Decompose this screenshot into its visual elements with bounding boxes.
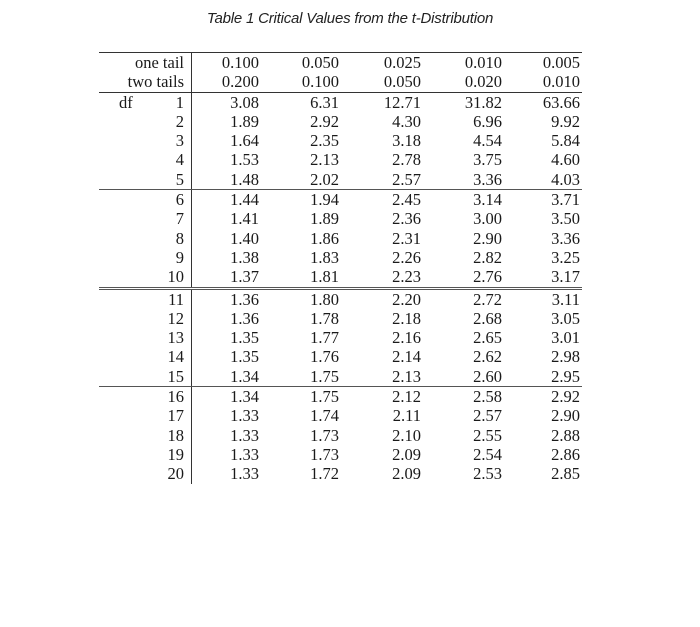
header-cell: 0.020 — [423, 72, 504, 92]
value-cell: 1.77 — [310, 328, 339, 348]
value-cell: 2.88 — [551, 425, 580, 445]
df-cell: 12 — [99, 309, 192, 328]
value-cell: 31.82 — [464, 92, 502, 112]
value-cell: 2.90 — [551, 406, 580, 426]
value-cell: 1.36 — [230, 308, 259, 328]
value-cell: 1.40 — [230, 228, 259, 248]
value-cell: 2.16 — [392, 328, 421, 348]
value-cell: 4.30 — [392, 111, 421, 131]
value-cell: 2.10 — [392, 425, 421, 445]
table-row — [99, 426, 582, 445]
value-cell: 2.78 — [392, 150, 421, 170]
table-row — [99, 150, 582, 169]
value-cell: 1.33 — [230, 444, 259, 464]
table-row — [99, 267, 582, 288]
header-row-two-tails — [99, 72, 582, 92]
table-row — [99, 229, 582, 248]
value-cell: 2.57 — [341, 170, 423, 190]
table-row — [99, 248, 582, 267]
value-cell: 2.92 — [310, 111, 339, 131]
value-cell: 1.36 — [230, 289, 259, 309]
value-cell: 1.78 — [310, 308, 339, 328]
value-cell: 2.82 — [473, 247, 502, 267]
value-cell: 2.90 — [473, 228, 502, 248]
value-cell: 1.83 — [310, 247, 339, 267]
value-cell: 4.54 — [473, 131, 502, 151]
value-cell: 1.33 — [230, 425, 259, 445]
header-row-one-tail — [99, 53, 582, 73]
value-cell: 1.34 — [192, 367, 262, 387]
table-row — [99, 309, 582, 328]
df-cell: 13 — [99, 328, 192, 347]
value-cell: 2.35 — [310, 131, 339, 151]
value-cell: 3.71 — [551, 190, 580, 210]
value-cell: 2.62 — [473, 347, 502, 367]
df-cell: 15 — [99, 367, 192, 387]
value-cell: 1.76 — [310, 347, 339, 367]
df-cell — [99, 92, 192, 112]
value-cell: 1.73 — [310, 444, 339, 464]
value-cell: 1.35 — [230, 328, 259, 348]
value-cell: 2.95 — [504, 367, 582, 387]
value-cell: 2.36 — [392, 209, 421, 229]
value-cell: 2.02 — [261, 170, 341, 190]
value-cell: 3.01 — [551, 328, 580, 348]
table-row — [99, 347, 582, 366]
two-tails-label: two tails — [99, 72, 192, 92]
table-row — [99, 131, 582, 150]
value-cell: 1.35 — [230, 347, 259, 367]
value-cell: 3.25 — [551, 247, 580, 267]
df-cell: 11 — [99, 288, 192, 309]
value-cell: 2.20 — [392, 289, 421, 309]
table-row — [99, 288, 582, 309]
df-cell: 16 — [99, 387, 192, 407]
value-cell: 1.64 — [230, 131, 259, 151]
value-cell: 12.71 — [383, 92, 421, 112]
value-cell: 3.08 — [230, 92, 259, 112]
value-cell: 2.11 — [392, 406, 421, 426]
value-cell: 2.58 — [473, 387, 502, 407]
value-cell: 1.81 — [261, 267, 341, 288]
value-cell: 1.34 — [230, 387, 259, 407]
header-cell: 0.100 — [261, 72, 341, 92]
value-cell: 1.80 — [310, 289, 339, 309]
value-cell: 2.23 — [341, 267, 423, 288]
value-cell: 3.50 — [551, 209, 580, 229]
header-cell: 0.200 — [192, 72, 262, 92]
value-cell: 1.72 — [310, 464, 339, 484]
value-cell: 1.44 — [230, 190, 259, 210]
df-cell: 6 — [99, 190, 192, 210]
value-cell: 2.65 — [473, 328, 502, 348]
value-cell: 1.74 — [310, 406, 339, 426]
value-cell: 2.13 — [310, 150, 339, 170]
value-cell: 3.36 — [423, 170, 504, 190]
table-row — [99, 464, 582, 483]
value-cell: 1.86 — [310, 228, 339, 248]
value-cell: 2.13 — [341, 367, 423, 387]
df-cell: 18 — [99, 426, 192, 445]
value-cell: 2.55 — [473, 425, 502, 445]
df-cell: 17 — [99, 406, 192, 425]
header-cell: 0.100 — [192, 53, 262, 73]
value-cell: 1.73 — [310, 425, 339, 445]
value-cell: 1.75 — [310, 387, 339, 407]
value-cell: 3.36 — [551, 228, 580, 248]
df-cell: 10 — [99, 267, 192, 288]
value-cell: 2.12 — [392, 387, 421, 407]
header-cell: 0.010 — [423, 53, 504, 73]
value-cell: 1.48 — [192, 170, 262, 190]
value-cell: 6.31 — [310, 92, 339, 112]
t-distribution-table — [99, 52, 582, 484]
value-cell: 2.09 — [392, 444, 421, 464]
df-cell: 14 — [99, 347, 192, 366]
value-cell: 3.18 — [392, 131, 421, 151]
table-row — [99, 406, 582, 425]
value-cell: 2.14 — [392, 347, 421, 367]
value-cell: 2.72 — [473, 289, 502, 309]
value-cell: 2.92 — [551, 387, 580, 407]
header-cell: 0.050 — [261, 53, 341, 73]
table-row — [99, 92, 582, 112]
value-cell: 3.14 — [473, 190, 502, 210]
df-cell: 8 — [99, 229, 192, 248]
value-cell: 2.09 — [392, 464, 421, 484]
df-value: 1 — [175, 92, 184, 112]
value-cell: 5.84 — [551, 131, 580, 151]
df-cell: 7 — [99, 209, 192, 228]
value-cell: 1.33 — [230, 406, 259, 426]
value-cell: 3.17 — [504, 267, 582, 288]
table-row — [99, 209, 582, 228]
value-cell: 2.26 — [392, 247, 421, 267]
df-cell: 20 — [99, 464, 192, 483]
table-caption: Table 1 Critical Values from the t-Distribution — [206, 10, 494, 27]
value-cell: 2.76 — [423, 267, 504, 288]
value-cell: 1.75 — [261, 367, 341, 387]
value-cell: 4.03 — [504, 170, 582, 190]
header-cell: 0.025 — [341, 53, 423, 73]
df-cell: 5 — [99, 170, 192, 190]
value-cell: 6.96 — [473, 111, 502, 131]
value-cell: 2.31 — [392, 228, 421, 248]
value-cell: 1.53 — [230, 150, 259, 170]
value-cell: 2.54 — [473, 444, 502, 464]
df-cell: 19 — [99, 445, 192, 464]
table-row — [99, 190, 582, 210]
value-cell: 3.00 — [473, 209, 502, 229]
value-cell: 2.18 — [392, 308, 421, 328]
value-cell: 1.38 — [230, 247, 259, 267]
value-cell: 2.60 — [423, 367, 504, 387]
value-cell: 2.85 — [551, 464, 580, 484]
value-cell: 4.60 — [551, 150, 580, 170]
df-cell: 3 — [99, 131, 192, 150]
value-cell: 9.92 — [551, 111, 580, 131]
value-cell: 2.98 — [551, 347, 580, 367]
value-cell: 2.86 — [551, 444, 580, 464]
one-tail-label: one tail — [99, 53, 192, 73]
table-row — [99, 445, 582, 464]
value-cell: 1.41 — [230, 209, 259, 229]
value-cell: 2.68 — [473, 308, 502, 328]
value-cell: 1.89 — [230, 111, 259, 131]
value-cell: 1.94 — [310, 190, 339, 210]
table-row — [99, 367, 582, 387]
value-cell: 1.33 — [230, 464, 259, 484]
df-cell: 4 — [99, 150, 192, 169]
value-cell: 2.45 — [392, 190, 421, 210]
value-cell: 3.11 — [551, 289, 580, 309]
df-cell: 2 — [99, 112, 192, 131]
header-cell: 0.010 — [504, 72, 582, 92]
value-cell: 1.37 — [192, 267, 262, 288]
header-cell: 0.050 — [341, 72, 423, 92]
value-cell: 2.57 — [473, 406, 502, 426]
table-row — [99, 328, 582, 347]
value-cell: 63.66 — [542, 92, 580, 112]
df-label: df — [119, 92, 133, 112]
header-cell: 0.005 — [504, 53, 582, 73]
table-row — [99, 112, 582, 131]
df-cell: 9 — [99, 248, 192, 267]
value-cell: 3.05 — [551, 308, 580, 328]
value-cell: 1.89 — [310, 209, 339, 229]
value-cell: 2.53 — [473, 464, 502, 484]
table-row — [99, 387, 582, 407]
table-row — [99, 170, 582, 190]
value-cell: 3.75 — [473, 150, 502, 170]
table-body — [99, 53, 582, 484]
